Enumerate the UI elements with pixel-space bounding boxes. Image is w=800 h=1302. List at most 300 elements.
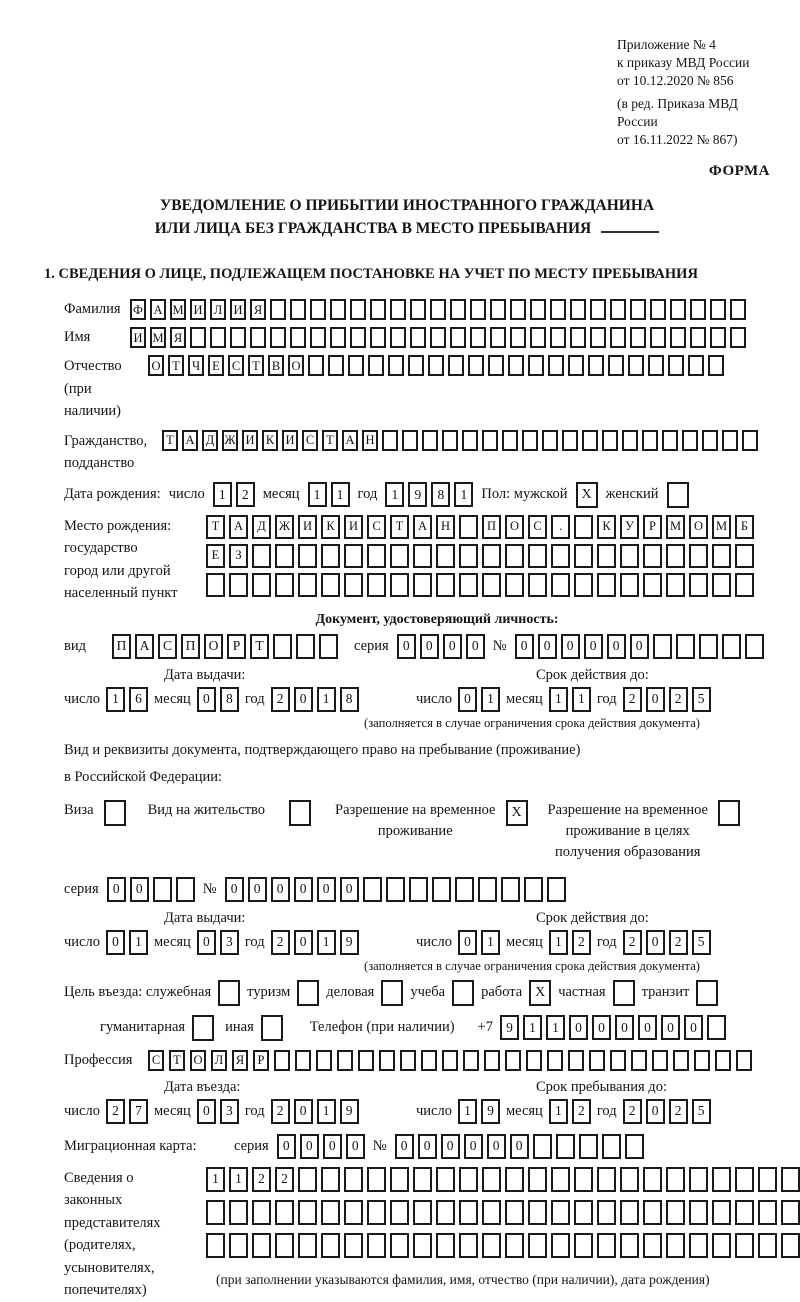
char-box[interactable] <box>275 1233 294 1258</box>
char-box[interactable]: 0 <box>441 1134 460 1159</box>
char-box[interactable] <box>206 1200 225 1225</box>
char-box[interactable] <box>413 1200 432 1225</box>
char-box[interactable]: 0 <box>397 634 416 659</box>
char-box[interactable] <box>722 430 738 451</box>
char-box[interactable]: Н <box>362 430 378 451</box>
char-box[interactable] <box>409 877 428 902</box>
char-box[interactable] <box>350 327 366 348</box>
char-box[interactable] <box>689 1167 708 1192</box>
char-box[interactable] <box>510 299 526 320</box>
char-box[interactable] <box>610 1050 626 1071</box>
patronymic-boxes[interactable] <box>148 355 724 376</box>
char-box[interactable]: Ж <box>275 515 294 539</box>
char-box[interactable]: Д <box>202 430 218 451</box>
mig-number-boxes[interactable] <box>395 1134 644 1159</box>
char-box[interactable] <box>390 327 406 348</box>
entry-month-boxes[interactable] <box>197 1099 239 1124</box>
char-box[interactable] <box>625 1134 644 1159</box>
char-box[interactable]: X <box>529 980 551 1006</box>
char-box[interactable] <box>574 1167 593 1192</box>
birthplace-row1-boxes[interactable] <box>206 515 754 539</box>
char-box[interactable]: И <box>298 515 317 539</box>
char-box[interactable]: 8 <box>220 687 239 712</box>
char-box[interactable]: С <box>158 634 177 659</box>
char-box[interactable]: И <box>130 327 146 348</box>
name-boxes[interactable] <box>130 327 746 348</box>
char-box[interactable] <box>344 1167 363 1192</box>
char-box[interactable]: 0 <box>294 1099 313 1124</box>
char-box[interactable] <box>620 573 639 597</box>
char-box[interactable] <box>386 877 405 902</box>
birth-month-boxes[interactable] <box>308 482 350 507</box>
char-box[interactable] <box>370 327 386 348</box>
char-box[interactable] <box>670 327 686 348</box>
permit-issue-day-boxes[interactable] <box>106 930 148 955</box>
char-box[interactable] <box>707 1015 726 1040</box>
char-box[interactable] <box>710 327 726 348</box>
char-box[interactable] <box>758 1200 777 1225</box>
char-box[interactable] <box>510 327 526 348</box>
permit-series-boxes[interactable] <box>107 877 195 902</box>
char-box[interactable] <box>274 1050 290 1071</box>
char-box[interactable]: М <box>150 327 166 348</box>
char-box[interactable] <box>528 1200 547 1225</box>
char-box[interactable] <box>368 355 384 376</box>
char-box[interactable] <box>400 1050 416 1071</box>
char-box[interactable]: Р <box>253 1050 269 1071</box>
char-box[interactable] <box>643 544 662 568</box>
char-box[interactable] <box>597 573 616 597</box>
char-box[interactable] <box>548 355 564 376</box>
char-box[interactable] <box>652 1050 668 1071</box>
char-box[interactable]: И <box>242 430 258 451</box>
char-box[interactable] <box>574 515 593 539</box>
char-box[interactable] <box>432 877 451 902</box>
purpose-private-checkbox[interactable] <box>613 980 635 1006</box>
char-box[interactable] <box>781 1233 800 1258</box>
char-box[interactable]: 0 <box>106 930 125 955</box>
char-box[interactable]: 2 <box>623 930 642 955</box>
char-box[interactable]: 2 <box>669 687 688 712</box>
char-box[interactable]: 0 <box>395 1134 414 1159</box>
char-box[interactable]: 0 <box>464 1134 483 1159</box>
stay-day-boxes[interactable] <box>458 1099 500 1124</box>
char-box[interactable] <box>781 1200 800 1225</box>
entry-day-boxes[interactable] <box>106 1099 148 1124</box>
char-box[interactable] <box>229 1200 248 1225</box>
char-box[interactable] <box>273 634 292 659</box>
char-box[interactable] <box>622 430 638 451</box>
char-box[interactable]: К <box>262 430 278 451</box>
char-box[interactable] <box>275 573 294 597</box>
char-box[interactable] <box>104 800 126 826</box>
char-box[interactable] <box>530 299 546 320</box>
char-box[interactable] <box>298 1200 317 1225</box>
char-box[interactable]: 1 <box>229 1167 248 1192</box>
char-box[interactable] <box>436 1167 455 1192</box>
char-box[interactable] <box>602 430 618 451</box>
char-box[interactable] <box>690 299 706 320</box>
char-box[interactable]: М <box>666 515 685 539</box>
char-box[interactable] <box>390 1200 409 1225</box>
char-box[interactable]: 3 <box>220 1099 239 1124</box>
char-box[interactable]: 0 <box>487 1134 506 1159</box>
char-box[interactable] <box>570 299 586 320</box>
char-box[interactable]: X <box>576 482 598 508</box>
char-box[interactable]: Ж <box>222 430 238 451</box>
char-box[interactable]: Ф <box>130 299 146 320</box>
char-box[interactable]: А <box>229 515 248 539</box>
char-box[interactable] <box>689 573 708 597</box>
char-box[interactable] <box>730 299 746 320</box>
char-box[interactable]: Т <box>162 430 178 451</box>
char-box[interactable] <box>478 877 497 902</box>
char-box[interactable] <box>642 430 658 451</box>
char-box[interactable] <box>602 1134 621 1159</box>
char-box[interactable] <box>533 1134 552 1159</box>
char-box[interactable]: 2 <box>623 687 642 712</box>
char-box[interactable]: 0 <box>340 877 359 902</box>
char-box[interactable]: 8 <box>431 482 450 507</box>
char-box[interactable]: Б <box>735 515 754 539</box>
char-box[interactable] <box>390 1233 409 1258</box>
char-box[interactable]: А <box>182 430 198 451</box>
char-box[interactable] <box>413 1167 432 1192</box>
char-box[interactable] <box>462 430 478 451</box>
char-box[interactable]: 0 <box>317 877 336 902</box>
char-box[interactable] <box>666 1200 685 1225</box>
doc-valid-year-boxes[interactable] <box>623 687 711 712</box>
char-box[interactable] <box>668 355 684 376</box>
char-box[interactable]: Р <box>227 634 246 659</box>
char-box[interactable] <box>710 299 726 320</box>
char-box[interactable] <box>321 544 340 568</box>
char-box[interactable] <box>528 1233 547 1258</box>
permit-valid-day-boxes[interactable] <box>458 930 500 955</box>
char-box[interactable] <box>470 327 486 348</box>
char-box[interactable]: Я <box>250 299 266 320</box>
char-box[interactable]: 0 <box>646 687 665 712</box>
char-box[interactable] <box>682 430 698 451</box>
char-box[interactable] <box>666 1233 685 1258</box>
entry-year-boxes[interactable] <box>271 1099 359 1124</box>
char-box[interactable] <box>344 573 363 597</box>
char-box[interactable] <box>505 1200 524 1225</box>
char-box[interactable] <box>344 1200 363 1225</box>
char-box[interactable] <box>176 877 195 902</box>
char-box[interactable]: 2 <box>275 1167 294 1192</box>
char-box[interactable]: П <box>181 634 200 659</box>
char-box[interactable] <box>781 1167 800 1192</box>
char-box[interactable] <box>482 1200 501 1225</box>
char-box[interactable] <box>261 1015 283 1041</box>
char-box[interactable] <box>568 1050 584 1071</box>
char-box[interactable]: 0 <box>646 1099 665 1124</box>
stay-year-boxes[interactable] <box>623 1099 711 1124</box>
char-box[interactable] <box>295 1050 311 1071</box>
char-box[interactable]: 1 <box>213 482 232 507</box>
char-box[interactable] <box>363 877 382 902</box>
char-box[interactable]: 1 <box>317 687 336 712</box>
char-box[interactable] <box>381 980 403 1006</box>
char-box[interactable] <box>508 355 524 376</box>
char-box[interactable]: Т <box>206 515 225 539</box>
char-box[interactable] <box>582 430 598 451</box>
residence-checkbox[interactable] <box>289 800 311 826</box>
char-box[interactable]: 0 <box>197 1099 216 1124</box>
char-box[interactable] <box>482 430 498 451</box>
char-box[interactable] <box>422 430 438 451</box>
char-box[interactable]: К <box>321 515 340 539</box>
char-box[interactable] <box>459 544 478 568</box>
char-box[interactable] <box>551 1233 570 1258</box>
char-box[interactable]: 0 <box>294 877 313 902</box>
char-box[interactable] <box>463 1050 479 1071</box>
char-box[interactable] <box>570 327 586 348</box>
char-box[interactable] <box>367 1167 386 1192</box>
stay-month-boxes[interactable] <box>549 1099 591 1124</box>
char-box[interactable] <box>690 327 706 348</box>
char-box[interactable]: 0 <box>538 634 557 659</box>
char-box[interactable]: А <box>342 430 358 451</box>
char-box[interactable] <box>670 299 686 320</box>
char-box[interactable] <box>574 544 593 568</box>
char-box[interactable] <box>574 1233 593 1258</box>
char-box[interactable] <box>298 1233 317 1258</box>
char-box[interactable] <box>413 544 432 568</box>
char-box[interactable]: 0 <box>277 1134 296 1159</box>
char-box[interactable]: 5 <box>692 1099 711 1124</box>
char-box[interactable] <box>344 544 363 568</box>
char-box[interactable] <box>735 544 754 568</box>
char-box[interactable] <box>348 355 364 376</box>
char-box[interactable] <box>370 299 386 320</box>
char-box[interactable] <box>488 355 504 376</box>
char-box[interactable] <box>192 1015 214 1041</box>
char-box[interactable]: . <box>551 515 570 539</box>
char-box[interactable] <box>643 573 662 597</box>
char-box[interactable]: О <box>190 1050 206 1071</box>
char-box[interactable]: Н <box>436 515 455 539</box>
char-box[interactable]: 0 <box>510 1134 529 1159</box>
char-box[interactable] <box>590 299 606 320</box>
char-box[interactable] <box>620 1233 639 1258</box>
char-box[interactable] <box>666 573 685 597</box>
char-box[interactable] <box>542 430 558 451</box>
char-box[interactable]: 0 <box>458 687 477 712</box>
char-box[interactable] <box>470 299 486 320</box>
char-box[interactable] <box>628 355 644 376</box>
char-box[interactable] <box>590 327 606 348</box>
char-box[interactable] <box>298 573 317 597</box>
char-box[interactable]: 1 <box>331 482 350 507</box>
char-box[interactable]: 1 <box>549 687 568 712</box>
sex-female-checkbox[interactable] <box>667 482 689 508</box>
char-box[interactable] <box>688 355 704 376</box>
char-box[interactable]: С <box>528 515 547 539</box>
char-box[interactable] <box>735 1233 754 1258</box>
char-box[interactable] <box>337 1050 353 1071</box>
char-box[interactable]: 0 <box>271 877 290 902</box>
char-box[interactable]: С <box>367 515 386 539</box>
char-box[interactable]: Т <box>322 430 338 451</box>
char-box[interactable]: 0 <box>420 634 439 659</box>
char-box[interactable] <box>290 299 306 320</box>
char-box[interactable] <box>689 544 708 568</box>
char-box[interactable] <box>452 980 474 1006</box>
char-box[interactable]: Т <box>250 634 269 659</box>
char-box[interactable] <box>153 877 172 902</box>
char-box[interactable]: 0 <box>197 930 216 955</box>
char-box[interactable] <box>505 544 524 568</box>
char-box[interactable] <box>735 1167 754 1192</box>
char-box[interactable] <box>275 1200 294 1225</box>
char-box[interactable]: Я <box>232 1050 248 1071</box>
char-box[interactable] <box>490 299 506 320</box>
char-box[interactable]: X <box>506 800 528 826</box>
char-box[interactable]: 1 <box>546 1015 565 1040</box>
char-box[interactable]: 2 <box>236 482 255 507</box>
char-box[interactable] <box>589 1050 605 1071</box>
char-box[interactable] <box>620 544 639 568</box>
char-box[interactable] <box>666 1167 685 1192</box>
char-box[interactable] <box>330 327 346 348</box>
char-box[interactable]: 5 <box>692 687 711 712</box>
char-box[interactable]: 0 <box>294 687 313 712</box>
char-box[interactable] <box>410 327 426 348</box>
char-box[interactable]: 1 <box>308 482 327 507</box>
char-box[interactable] <box>505 1050 521 1071</box>
char-box[interactable] <box>289 800 311 826</box>
char-box[interactable] <box>608 355 624 376</box>
char-box[interactable]: 0 <box>248 877 267 902</box>
char-box[interactable] <box>715 1050 731 1071</box>
char-box[interactable] <box>319 634 338 659</box>
char-box[interactable] <box>459 573 478 597</box>
char-box[interactable] <box>547 1050 563 1071</box>
char-box[interactable]: Е <box>206 544 225 568</box>
char-box[interactable]: О <box>288 355 304 376</box>
char-box[interactable] <box>597 1167 616 1192</box>
char-box[interactable] <box>689 1200 708 1225</box>
char-box[interactable] <box>597 1200 616 1225</box>
char-box[interactable]: О <box>204 634 223 659</box>
char-box[interactable]: 0 <box>607 634 626 659</box>
char-box[interactable]: 0 <box>225 877 244 902</box>
char-box[interactable] <box>270 299 286 320</box>
char-box[interactable] <box>382 430 398 451</box>
char-box[interactable]: У <box>620 515 639 539</box>
temp-permit-edu-checkbox[interactable] <box>718 800 740 826</box>
char-box[interactable] <box>459 1200 478 1225</box>
char-box[interactable] <box>528 573 547 597</box>
char-box[interactable]: Я <box>170 327 186 348</box>
char-box[interactable] <box>321 1200 340 1225</box>
temp-permit-checkbox[interactable] <box>506 800 528 826</box>
char-box[interactable]: 1 <box>129 930 148 955</box>
char-box[interactable] <box>250 327 266 348</box>
char-box[interactable]: 1 <box>481 687 500 712</box>
permit-valid-month-boxes[interactable] <box>549 930 591 955</box>
char-box[interactable]: 9 <box>340 930 359 955</box>
char-box[interactable] <box>505 1233 524 1258</box>
char-box[interactable]: 5 <box>692 930 711 955</box>
permit-valid-year-boxes[interactable] <box>623 930 711 955</box>
phone-boxes[interactable] <box>500 1015 726 1040</box>
char-box[interactable] <box>676 634 695 659</box>
char-box[interactable] <box>206 573 225 597</box>
permit-issue-year-boxes[interactable] <box>271 930 359 955</box>
char-box[interactable] <box>524 877 543 902</box>
char-box[interactable] <box>436 1233 455 1258</box>
char-box[interactable] <box>367 544 386 568</box>
purpose-official-checkbox[interactable] <box>218 980 240 1006</box>
char-box[interactable] <box>252 544 271 568</box>
char-box[interactable]: М <box>170 299 186 320</box>
purpose-tourism-checkbox[interactable] <box>297 980 319 1006</box>
char-box[interactable]: О <box>148 355 164 376</box>
purpose-work-checkbox[interactable] <box>529 980 551 1006</box>
char-box[interactable]: 0 <box>630 634 649 659</box>
char-box[interactable] <box>742 430 758 451</box>
char-box[interactable] <box>722 634 741 659</box>
char-box[interactable]: 0 <box>418 1134 437 1159</box>
char-box[interactable] <box>662 430 678 451</box>
char-box[interactable] <box>588 355 604 376</box>
char-box[interactable] <box>296 634 315 659</box>
char-box[interactable] <box>650 327 666 348</box>
char-box[interactable] <box>745 634 764 659</box>
char-box[interactable]: Т <box>168 355 184 376</box>
char-box[interactable] <box>390 573 409 597</box>
char-box[interactable] <box>562 430 578 451</box>
char-box[interactable] <box>310 327 326 348</box>
char-box[interactable] <box>442 1050 458 1071</box>
char-box[interactable] <box>643 1167 662 1192</box>
char-box[interactable]: Р <box>643 515 662 539</box>
char-box[interactable]: 0 <box>584 634 603 659</box>
doc-issue-day-boxes[interactable] <box>106 687 148 712</box>
char-box[interactable] <box>610 299 626 320</box>
birth-day-boxes[interactable] <box>213 482 255 507</box>
char-box[interactable] <box>620 1167 639 1192</box>
char-box[interactable]: 1 <box>572 687 591 712</box>
char-box[interactable] <box>402 430 418 451</box>
char-box[interactable] <box>613 980 635 1006</box>
char-box[interactable] <box>712 1167 731 1192</box>
char-box[interactable]: 2 <box>572 930 591 955</box>
char-box[interactable]: 0 <box>638 1015 657 1040</box>
char-box[interactable]: 9 <box>340 1099 359 1124</box>
char-box[interactable] <box>666 544 685 568</box>
char-box[interactable]: 2 <box>669 1099 688 1124</box>
char-box[interactable]: К <box>597 515 616 539</box>
char-box[interactable] <box>712 573 731 597</box>
char-box[interactable] <box>530 327 546 348</box>
char-box[interactable] <box>620 1200 639 1225</box>
char-box[interactable] <box>316 1050 332 1071</box>
purpose-other-checkbox[interactable] <box>261 1015 283 1041</box>
char-box[interactable] <box>448 355 464 376</box>
char-box[interactable]: 2 <box>106 1099 125 1124</box>
char-box[interactable] <box>650 299 666 320</box>
char-box[interactable]: 0 <box>458 930 477 955</box>
char-box[interactable] <box>459 1233 478 1258</box>
char-box[interactable]: 0 <box>466 634 485 659</box>
char-box[interactable]: 9 <box>481 1099 500 1124</box>
char-box[interactable]: 3 <box>220 930 239 955</box>
char-box[interactable] <box>551 1167 570 1192</box>
